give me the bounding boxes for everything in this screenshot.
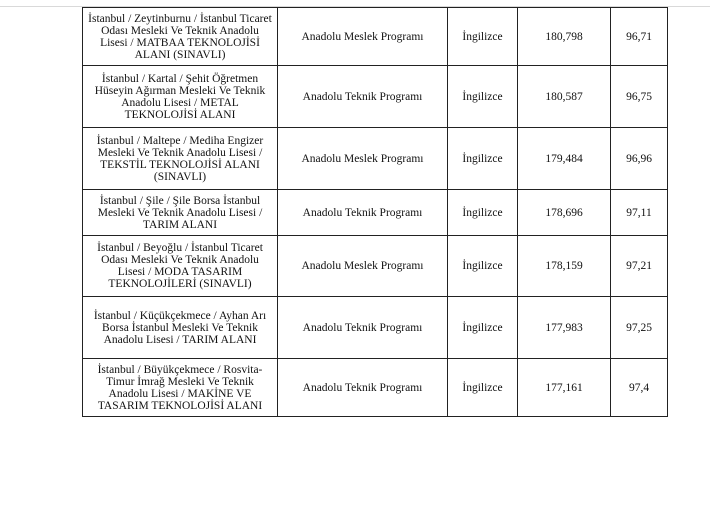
program-cell: Anadolu Meslek Programı — [278, 128, 448, 190]
score-cell: 178,159 — [518, 236, 611, 297]
school-cell — [83, 236, 278, 297]
program-cell: Anadolu Teknik Programı — [278, 66, 448, 128]
score-cell: 179,484 — [518, 128, 611, 190]
score-cell: 177,983 — [518, 297, 611, 359]
table-row — [83, 359, 668, 417]
school-name: İstanbul / Zeytinburnu / İstanbul Ticaret Odası Mesleki Ve Teknik Anadolu Lisesi / MATBAA TEKNOLOJİSİ ALANI (SINAVLI) — [88, 12, 272, 61]
program-cell: Anadolu Teknik Programı — [278, 190, 448, 236]
percentile-cell: 97,21 — [611, 236, 668, 297]
score-cell: 180,798 — [518, 8, 611, 66]
language-cell: İngilizce — [448, 128, 518, 190]
language-cell: İngilizce — [448, 236, 518, 297]
score-cell: 177,161 — [518, 359, 611, 417]
school-name: İstanbul / Küçükçekmece / Ayhan Arı Borsa İstanbul Mesleki Ve Teknik Anadolu Lisesi / TARIM ALANI — [93, 309, 267, 346]
school-cell — [83, 66, 278, 128]
score-cell: 178,696 — [518, 190, 611, 236]
percentile-cell: 97,25 — [611, 297, 668, 359]
table-row — [83, 297, 668, 359]
school-cell — [83, 359, 278, 417]
school-name: İstanbul / Maltepe / Mediha Engizer Mesleki Ve Teknik Anadolu Lisesi / TEKSTİL TEKNOLOJİSİ ALANI (SINAVLI) — [96, 134, 264, 183]
language-cell: İngilizce — [448, 8, 518, 66]
school-cell — [83, 190, 278, 236]
program-cell: Anadolu Meslek Programı — [278, 236, 448, 297]
table-row — [83, 236, 668, 297]
table-row — [83, 128, 668, 190]
program-cell: Anadolu Teknik Programı — [278, 297, 448, 359]
school-results-table — [82, 7, 668, 417]
score-cell: 180,587 — [518, 66, 611, 128]
program-cell: Anadolu Meslek Programı — [278, 8, 448, 66]
school-cell — [83, 8, 278, 66]
school-cell — [83, 128, 278, 190]
table-row — [83, 8, 668, 66]
language-cell: İngilizce — [448, 297, 518, 359]
school-cell — [83, 297, 278, 359]
language-cell: İngilizce — [448, 66, 518, 128]
language-cell: İngilizce — [448, 190, 518, 236]
table-row — [83, 190, 668, 236]
percentile-cell: 96,71 — [611, 8, 668, 66]
percentile-cell: 96,75 — [611, 66, 668, 128]
percentile-cell: 96,96 — [611, 128, 668, 190]
school-name: İstanbul / Beyoğlu / İstanbul Ticaret Odası Mesleki Ve Teknik Anadolu Lisesi / MODA TASARIM TEKNOLOJİLERİ (SINAVLI) — [97, 242, 263, 290]
school-name: İstanbul / Büyükçekmece / Rosvita-Timur İmrağ Mesleki Ve Teknik Anadolu Lisesi / MAKİNE VE TASARIM TEKNOLOJİSİ ALANI — [97, 363, 263, 412]
program-cell: Anadolu Teknik Programı — [278, 359, 448, 417]
percentile-cell: 97,11 — [611, 190, 668, 236]
language-cell: İngilizce — [448, 359, 518, 417]
school-name: İstanbul / Şile / Şile Borsa İstanbul Mesleki Ve Teknik Anadolu Lisesi / TARIM ALANI — [97, 194, 263, 231]
table-row — [83, 66, 668, 128]
school-name: İstanbul / Kartal / Şehit Öğretmen Hüseyin Ağırman Mesleki Ve Teknik Anadolu Lisesi / METAL TEKNOLOJİSİ ALANI — [94, 72, 266, 121]
percentile-cell: 97,4 — [611, 359, 668, 417]
